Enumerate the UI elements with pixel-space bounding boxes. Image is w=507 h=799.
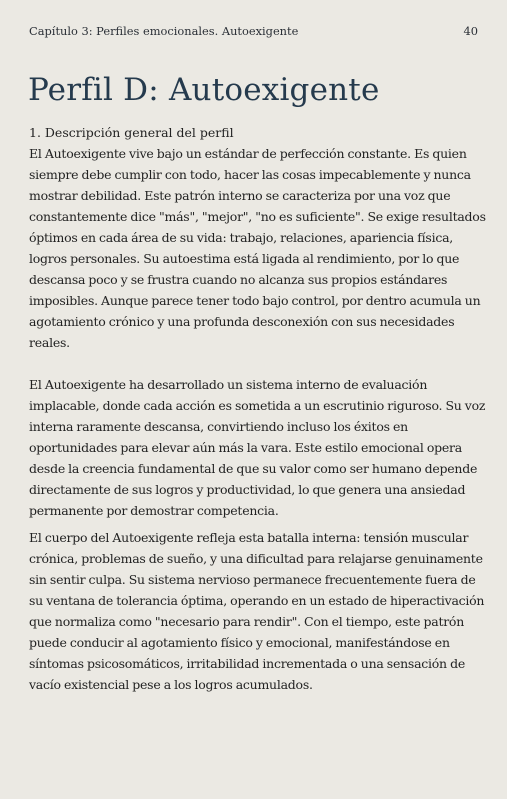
paragraph-1: El Autoexigente vive bajo un estándar de perfección constante. Es quien siempre debe cumplir con todo, hacer las cosas impecablemente y nunca mostrar debilidad. Este patrón interno se caracteriza por una voz que constantemente dice "más", "mejor", "no es suficiente". Se exige resultados óptimos en cada área de su vida: trabajo, relaciones, apariencia física, logros personales. Su autoestima está ligada al rendimiento, por lo que descansa poco y se frustra cuando no alcanza sus propios estándares imposibles. Aunque parece tener todo bajo control, por dentro acumula un agotamiento crónico y una profunda desconexión con sus necesidades reales.: [29, 146, 486, 350]
running-header: [29, 22, 478, 40]
section-heading: 1. Descripción general del perfil: [29, 125, 234, 140]
paragraph-3: El cuerpo del Autoexigente refleja esta batalla interna: tensión muscular crónica, problemas de sueño, y una dificultad para relajarse genuinamente sin sentir culpa. Su sistema nervioso permanece frecuentemente fuera de su ventana de tolerancia óptima, operando en un estado de hiperactivación que normaliza como "necesario para rendir". Con el tiempo, este patrón puede conducir al agotamiento físico y emocional, manifestándose en síntomas psicosomáticos, irritabilidad incrementada o una sensación de vacío existencial pese a los logros acumulados.: [29, 530, 485, 692]
page-title: Perfil D: Autoexigente: [28, 72, 380, 108]
main-content: [29, 122, 489, 695]
paragraph-2: El Autoexigente ha desarrollado un sistema interno de evaluación implacable, donde cada acción es sometida a un escrutinio riguroso. Su voz interna raramente descansa, convirtiendo incluso los éxitos en oportunidades para elevar aún más la vara. Este estilo emocional opera desde la creencia fundamental de que su valor como ser humano depende directamente de sus logros y productividad, lo que genera una ansiedad permanente por demostrar competencia.: [29, 377, 486, 518]
chapter-title: Capítulo 3: Perfiles emocionales. Autoexigente: [29, 24, 299, 38]
page-number: 40: [463, 24, 478, 38]
